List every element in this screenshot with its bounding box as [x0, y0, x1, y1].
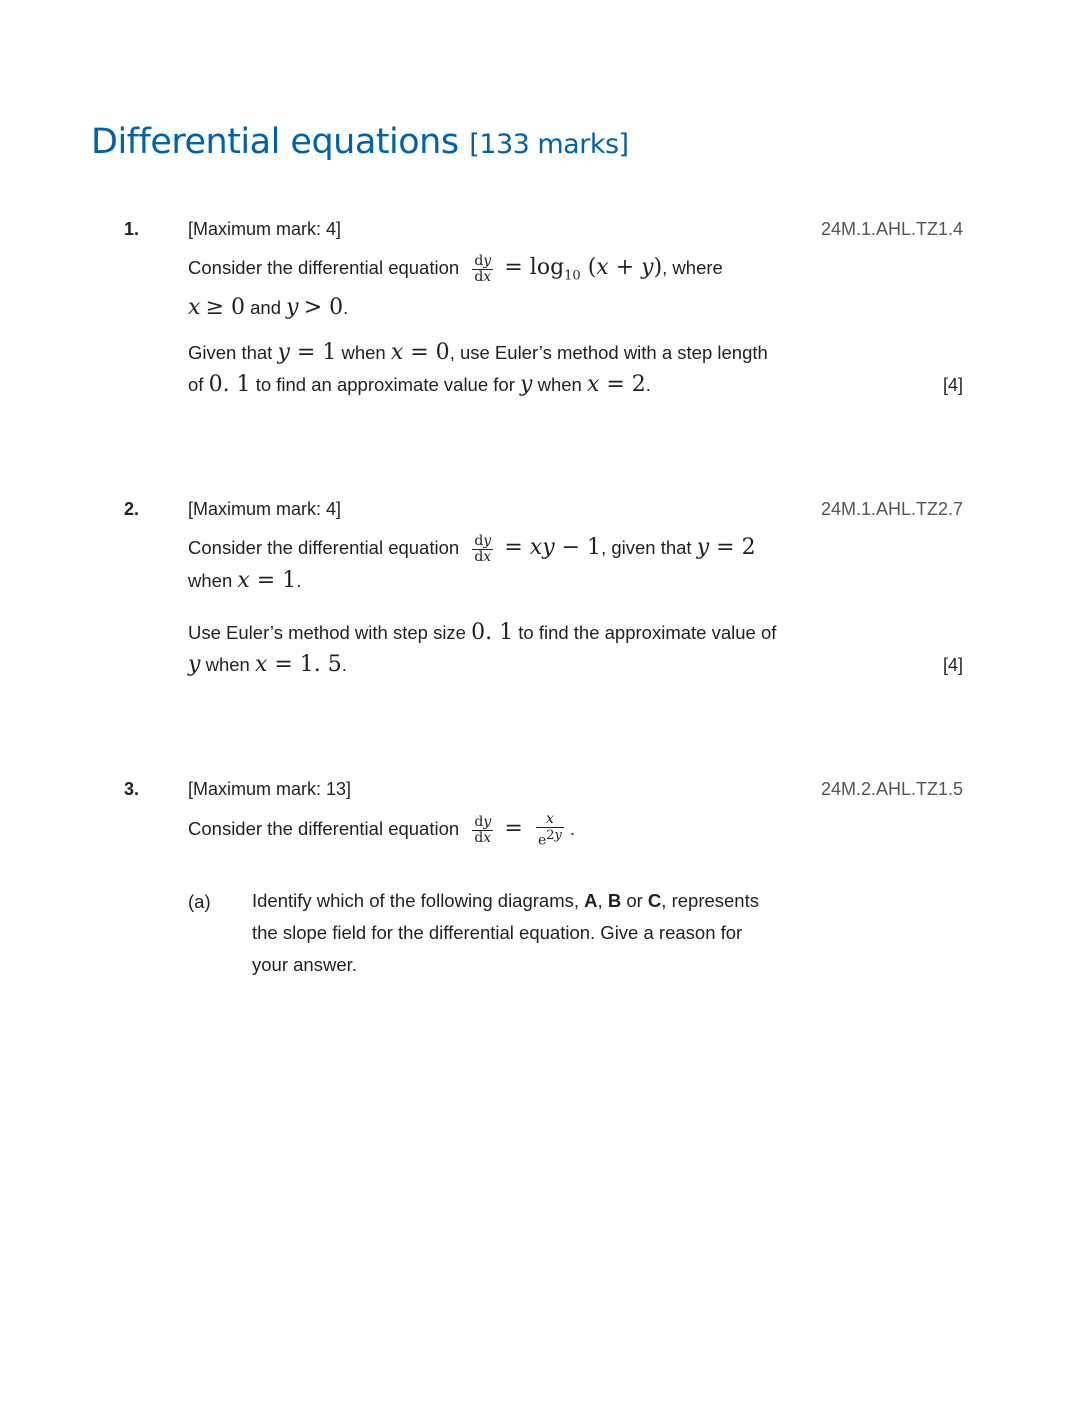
question-task: Use Euler’s method with step size 0. 1 to find the approximate value of y when x = 1. 5. [188, 620, 777, 677]
question-task: Given that y = 1 when x = 0, use Euler’s method with a step length of 0. 1 to find an approximate value for y when x = 2. [188, 340, 768, 397]
rhs-fraction: $\frac{x}{e^{2y}}$ [537, 811, 562, 849]
page-title [91, 122, 629, 162]
question-intro: Consider the differential equation $\frac{dy}{dx}$ = $\log_{10} (x + y)$, where x ≥ 0 and y > 0. [188, 252, 723, 321]
marks-value: [4] [942, 375, 963, 395]
question-number: 2. [124, 499, 140, 519]
question-intro: Consider the differential equation $\frac{dy}{dx}$ = xy − 1, given that y = 2 when x = 1. [188, 532, 756, 593]
derivative-fraction: $\frac{dy}{dx}$ [474, 813, 492, 846]
total-marks: [133 marks] [469, 129, 629, 160]
question-number: 1. [124, 219, 140, 239]
title-text: Differential equations [91, 122, 459, 162]
maximum-mark: [Maximum mark: 4] [188, 219, 342, 239]
maximum-mark: [Maximum mark: 4] [188, 499, 342, 519]
derivative-fraction: $\frac{dy}{dx}$ [474, 252, 492, 285]
question-intro: Consider the differential equation $\frac{dy}{dx}$ = $\frac{x}{e^{2y}}$ . [188, 811, 576, 849]
maximum-mark: [Maximum mark: 13] [188, 779, 352, 799]
question-code: 24M.1.AHL.TZ1.4 [820, 219, 963, 239]
marks-value: [4] [942, 655, 963, 675]
question-code: 24M.2.AHL.TZ1.5 [820, 779, 963, 799]
derivative-fraction: $\frac{dy}{dx}$ [474, 532, 492, 565]
question-number: 3. [124, 779, 140, 799]
part-label: (a) [188, 891, 211, 912]
part-a-text: Identify which of the following diagrams, A, B or C, represents the slope field for the differential equation. Give a reason for your answer. [252, 890, 759, 975]
question-code: 24M.1.AHL.TZ2.7 [820, 499, 963, 519]
